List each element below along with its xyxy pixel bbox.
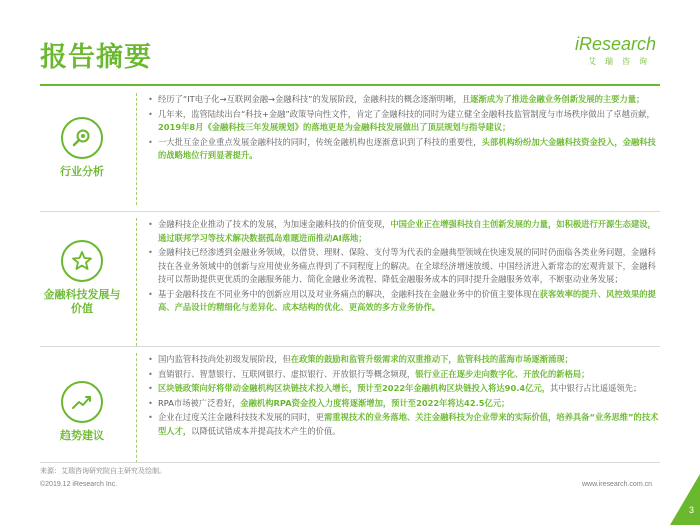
bullet-list (146, 93, 660, 163)
bullet-item (158, 246, 660, 287)
section-divider (40, 346, 660, 347)
website-url: www.iresearch.com.cn (581, 481, 652, 488)
section-divider-line (136, 353, 137, 463)
section-content (146, 353, 660, 439)
bullet-item (158, 108, 660, 135)
body-text: 国内监管科技尚处初级发展阶段，但 (158, 354, 291, 364)
section-trend-suggestions (40, 353, 660, 463)
page-title: 报告摘要 (40, 42, 152, 73)
section-divider (40, 211, 660, 212)
body-text: 以降低试错成本并提高技术产生的价值。 (191, 425, 341, 436)
page-number: 3 (688, 505, 694, 515)
section-divider-line (136, 218, 137, 346)
body-text: 经历了“IT电子化→互联网金融→金融科技”的发展阶段，金融科技的概念逐渐明晰，且 (158, 94, 471, 104)
logo-subtitle: 艾瑞咨询 (588, 57, 656, 66)
body-text: 金融科技已经渗透到金融业务领域，以借贷、理财、保险、支付等为代表的金融典型领域在快速发展的同时仍面临各类业务问题，金融科技在各业务领域中的创新与应用使业务痛点得到了不同程度上的解决。在全球经济增速放缓、中国经济进入新常态的宏观背景下，金融科技可以帮助提供更优质的金融服务能力、简化金融业务流程、降低金融服务成本的同时提升金融服务效率，不断驱动业务发展； (158, 247, 656, 284)
highlight-text: 银行业正在逐步走向数字化、开放化的新格局； (415, 368, 590, 379)
bullet-item (158, 382, 660, 396)
section-content (146, 218, 660, 316)
highlight-text: 逐渐成为了推进金融业务创新发展的主要力量； (470, 94, 645, 104)
highlight-text: 需重视技术的业务落地、关注金融科技为企业带来的实际价值，培养具备“业务思维”的技术型人才， (158, 412, 659, 436)
section-side (40, 240, 124, 316)
bullet-item (158, 411, 660, 438)
highlight-text: 在政策的鼓励和监管升级需求的双重推动下，监管科技的蓝海市场逐渐涌现； (290, 354, 573, 364)
highlight-text: 2019年8月《金融科技三年发展规划》的落地更是为金融科技发展做出了顶层规划与指导建议； (158, 122, 511, 132)
body-text: 基于金融科技在不同业务中的创新应用以及对业务痛点的解决，金融科技在金融业务中的价值主要体现在 (158, 288, 540, 299)
section-divider-line (136, 93, 137, 205)
gear-magnifier-icon (61, 117, 103, 159)
highlight-text: 头部机构纷纷加大金融科技资金投入，金融科技的战略地位行到显著提升。 (158, 136, 656, 160)
header-divider (40, 84, 660, 86)
star-badge-icon (61, 240, 103, 282)
highlight-text: 获客效率的提升、风控效果的提高、产品设计的精细化与差异化、成本结构的优化、更高效的多方业务协作。 (158, 288, 656, 312)
bullet-item (158, 93, 660, 107)
body-text: 企业在过度关注金融科技技术发展的同时，更 (158, 412, 324, 422)
body-text: RPA市场被广泛看好， (158, 397, 241, 408)
section-industry-analysis (40, 93, 660, 205)
highlight-text: 中国企业正在增强科技自主创新发展的力量，如积极进行开源生态建设，通过联邦学习等技术解决数据孤岛难题进而推动AI落地； (158, 219, 656, 243)
bullet-item (158, 218, 660, 245)
highlight-text: 区块链政策向好将带动金融机构区块链技术投入增长，预计至2022年金融机构区块链投入将达90.4亿元， (158, 383, 551, 393)
section-label: 行业分析 (60, 165, 104, 178)
body-text: 直销银行、智慧银行、互联网银行、虚拟银行、开放银行等概念频现， (158, 368, 416, 379)
copyright: ©2019.12 iResearch Inc. (40, 481, 118, 488)
bullet-item (158, 136, 660, 163)
bullet-list (146, 353, 660, 438)
source-note: 来源：艾瑞咨询研究院自主研究及绘制。 (40, 467, 166, 475)
body-text: 几年来，监管陆续出台“科技+金融”政策导向性文件，肯定了金融科技的同时为建立健全金融科技监管制度与市场秩序做出了卓越贡献， (158, 108, 655, 119)
body-text: 其中银行占比遥遥领先； (550, 383, 642, 393)
section-label: 趋势建议 (60, 429, 104, 442)
section-label: 金融科技发展与价值 (43, 288, 121, 315)
trend-chart-icon (61, 381, 103, 423)
bullet-item (158, 288, 660, 315)
bullet-item (158, 368, 660, 382)
highlight-text: 金融机构RPA资金投入力度将逐渐增加，预计至2022年将达42.5亿元； (240, 397, 510, 408)
section-side (40, 117, 124, 179)
logo-wordmark: iResearch (574, 34, 656, 54)
bullet-item (158, 397, 660, 411)
section-side (40, 381, 124, 443)
bullet-item (158, 353, 660, 367)
footer-divider (40, 462, 660, 463)
body-text: 金融科技企业推动了技术的发展，为加速金融科技的价值变现， (158, 219, 391, 229)
section-fintech-value (40, 218, 660, 346)
bullet-list (146, 218, 660, 315)
iresearch-logo (575, 34, 656, 67)
body-text: 一大批互金企业重点发展金融科技的同时，传统金融机构也逐渐意识到了科技的重要性， (158, 136, 482, 147)
section-content (146, 93, 660, 164)
page-number-badge (670, 474, 700, 525)
